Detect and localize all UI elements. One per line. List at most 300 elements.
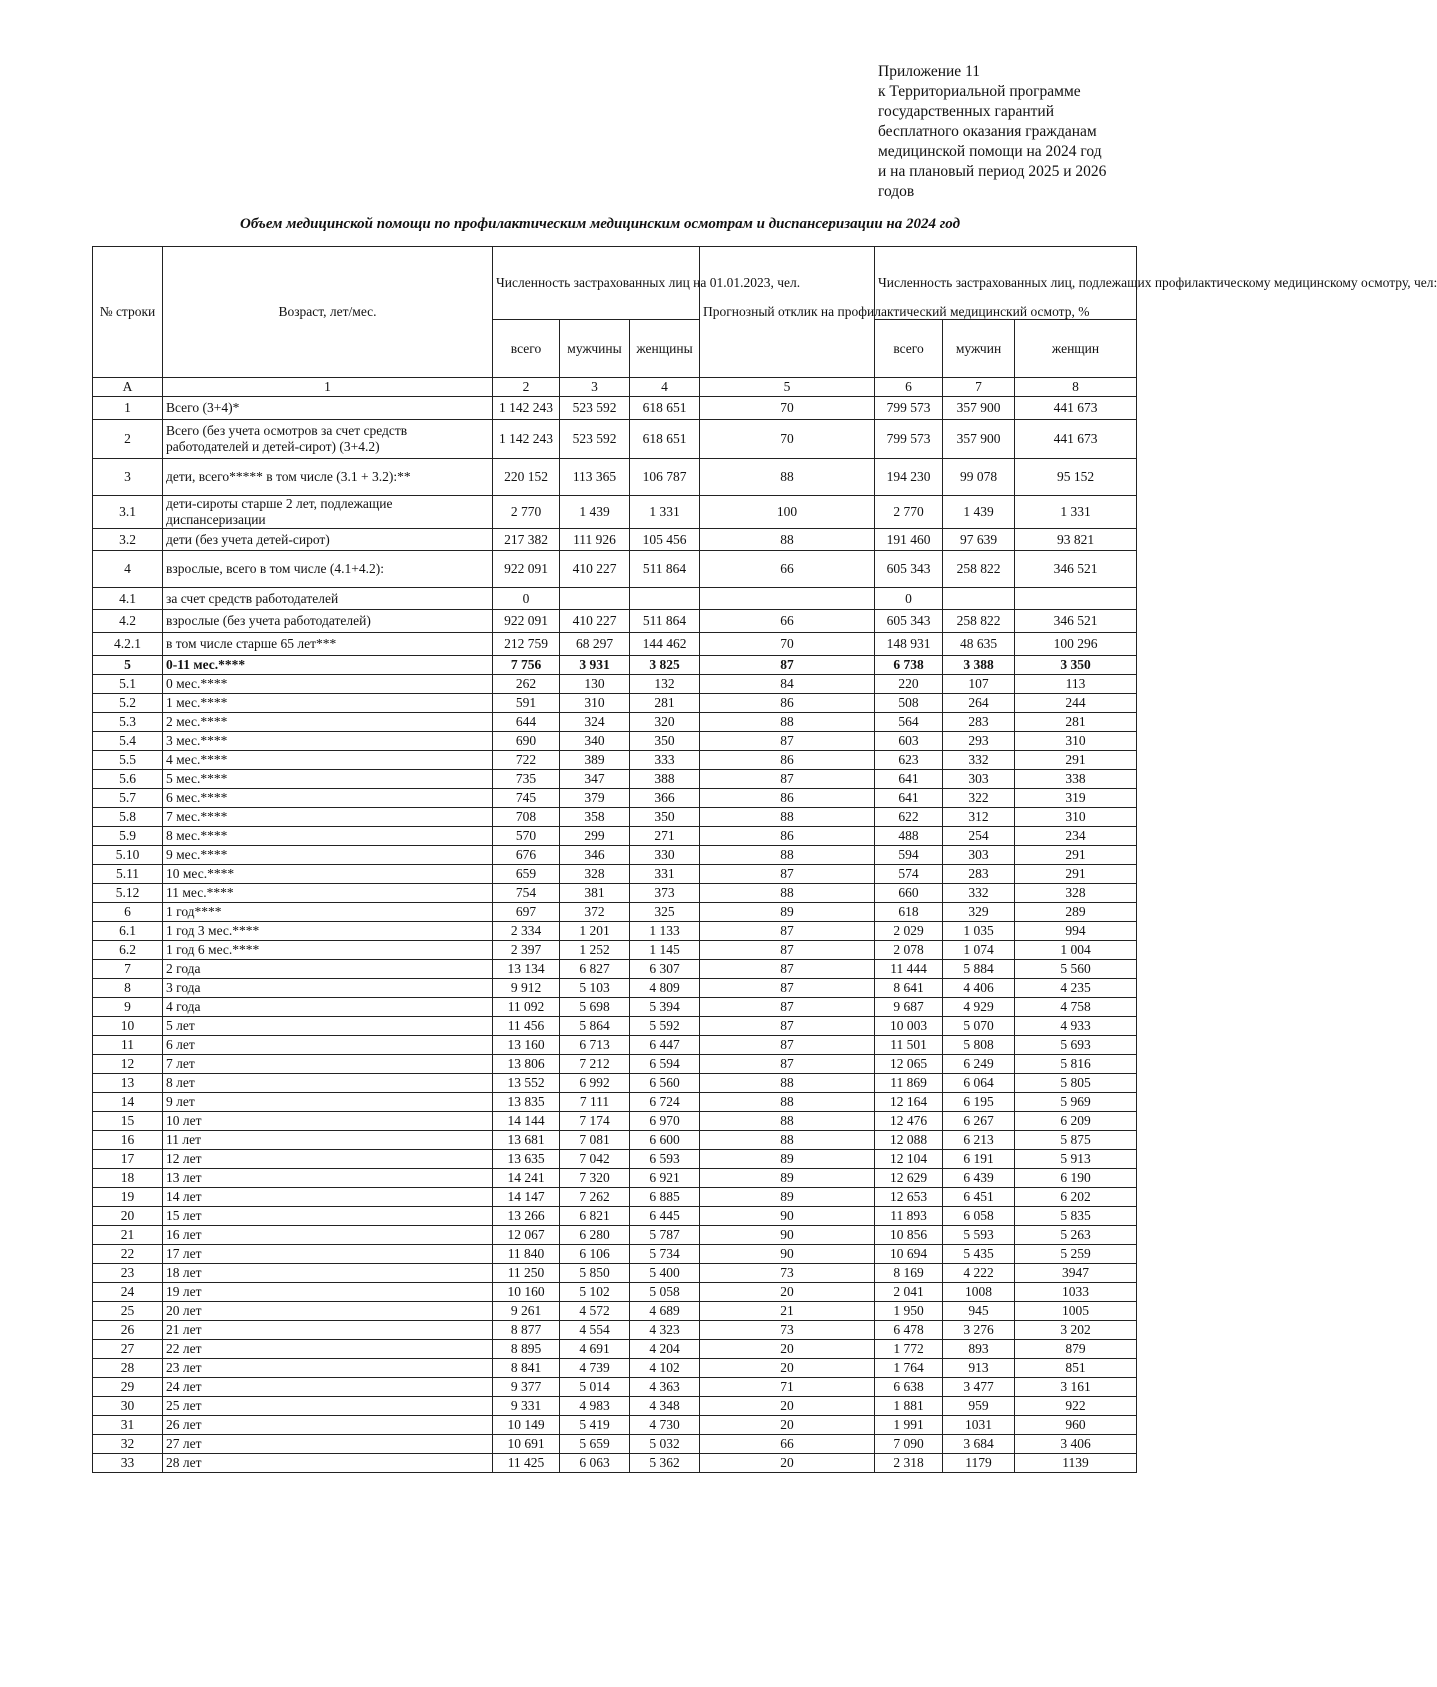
insured-women: 6 970 <box>630 1112 700 1131</box>
exam-total: 8 641 <box>875 979 943 998</box>
insured-women: 6 594 <box>630 1055 700 1074</box>
exam-men: 6 195 <box>943 1093 1015 1112</box>
row-label: 4 года <box>163 998 493 1017</box>
exam-men: 97 639 <box>943 529 1015 551</box>
exam-women: 6 202 <box>1015 1188 1137 1207</box>
header-insured-group: Численность застрахованных лиц на 01.01.2023, чел. <box>493 247 700 320</box>
insured-women: 5 058 <box>630 1283 700 1302</box>
insured-women: 366 <box>630 789 700 808</box>
table-row <box>93 1321 1137 1340</box>
response-percent: 86 <box>700 694 875 713</box>
exam-men: 1179 <box>943 1454 1015 1473</box>
insured-men: 6 713 <box>560 1036 630 1055</box>
row-number: 4.1 <box>93 588 163 610</box>
row-number: 3.2 <box>93 529 163 551</box>
insured-total: 13 266 <box>493 1207 560 1226</box>
row-number: 33 <box>93 1454 163 1473</box>
row-label: 11 мес.**** <box>163 884 493 903</box>
table-row <box>93 675 1137 694</box>
table-row <box>93 1454 1137 1473</box>
insured-total: 220 152 <box>493 459 560 496</box>
exam-total: 603 <box>875 732 943 751</box>
exam-men: 6 058 <box>943 1207 1015 1226</box>
insured-total: 11 456 <box>493 1017 560 1036</box>
row-label: 3 мес.**** <box>163 732 493 751</box>
insured-women: 511 864 <box>630 551 700 588</box>
row-number: 6.1 <box>93 922 163 941</box>
column-number: 6 <box>875 378 943 397</box>
response-percent: 89 <box>700 1188 875 1207</box>
row-label: дети, всего***** в том числе (3.1 + 3.2):** <box>163 459 493 496</box>
row-number: 4.2.1 <box>93 633 163 656</box>
exam-men: 283 <box>943 713 1015 732</box>
exam-women: 441 673 <box>1015 420 1137 459</box>
row-label: 7 лет <box>163 1055 493 1074</box>
insured-men: 328 <box>560 865 630 884</box>
exam-total: 10 694 <box>875 1245 943 1264</box>
exam-men: 3 276 <box>943 1321 1015 1340</box>
row-number: 15 <box>93 1112 163 1131</box>
insured-women: 350 <box>630 732 700 751</box>
response-percent: 87 <box>700 941 875 960</box>
response-percent: 71 <box>700 1378 875 1397</box>
insured-total: 2 334 <box>493 922 560 941</box>
exam-total: 12 653 <box>875 1188 943 1207</box>
response-percent: 88 <box>700 884 875 903</box>
exam-men: 322 <box>943 789 1015 808</box>
table-row <box>93 694 1137 713</box>
insured-men: 4 554 <box>560 1321 630 1340</box>
insured-total: 14 147 <box>493 1188 560 1207</box>
row-number: 1 <box>93 397 163 420</box>
exam-total: 6 738 <box>875 656 943 675</box>
row-label: 2 года <box>163 960 493 979</box>
insured-total: 8 841 <box>493 1359 560 1378</box>
exam-women: 100 296 <box>1015 633 1137 656</box>
table-row <box>93 713 1137 732</box>
response-percent: 20 <box>700 1416 875 1435</box>
exam-men: 6 191 <box>943 1150 1015 1169</box>
response-percent: 100 <box>700 496 875 529</box>
exam-total: 564 <box>875 713 943 732</box>
table-row <box>93 732 1137 751</box>
row-label: 21 лет <box>163 1321 493 1340</box>
exam-total: 11 893 <box>875 1207 943 1226</box>
row-number: 8 <box>93 979 163 998</box>
insured-women: 350 <box>630 808 700 827</box>
insured-total: 9 261 <box>493 1302 560 1321</box>
table-row <box>93 1074 1137 1093</box>
table-row <box>93 865 1137 884</box>
insured-women: 6 921 <box>630 1169 700 1188</box>
row-number: 32 <box>93 1435 163 1454</box>
insured-total: 591 <box>493 694 560 713</box>
response-percent: 66 <box>700 1435 875 1454</box>
response-percent: 70 <box>700 633 875 656</box>
exam-women: 5 693 <box>1015 1036 1137 1055</box>
exam-men: 3 477 <box>943 1378 1015 1397</box>
response-percent: 89 <box>700 1150 875 1169</box>
row-number: 12 <box>93 1055 163 1074</box>
row-number: 17 <box>93 1150 163 1169</box>
column-number: 7 <box>943 378 1015 397</box>
insured-men: 7 320 <box>560 1169 630 1188</box>
insured-women: 4 363 <box>630 1378 700 1397</box>
column-number: 3 <box>560 378 630 397</box>
exam-women: 1033 <box>1015 1283 1137 1302</box>
row-number: 5.2 <box>93 694 163 713</box>
insured-men: 379 <box>560 789 630 808</box>
insured-men: 3 931 <box>560 656 630 675</box>
row-number: 6 <box>93 903 163 922</box>
exam-total: 12 164 <box>875 1093 943 1112</box>
response-percent: 89 <box>700 1169 875 1188</box>
insured-women: 320 <box>630 713 700 732</box>
row-number: 5.4 <box>93 732 163 751</box>
row-number: 25 <box>93 1302 163 1321</box>
row-number: 5.10 <box>93 846 163 865</box>
insured-women: 132 <box>630 675 700 694</box>
insured-total: 13 835 <box>493 1093 560 1112</box>
exam-total: 12 476 <box>875 1112 943 1131</box>
table-row <box>93 1245 1137 1264</box>
exam-men: 6 267 <box>943 1112 1015 1131</box>
insured-total: 11 092 <box>493 998 560 1017</box>
exam-men: 6 451 <box>943 1188 1015 1207</box>
exam-men: 1 439 <box>943 496 1015 529</box>
insured-women: 6 307 <box>630 960 700 979</box>
insured-total: 8 877 <box>493 1321 560 1340</box>
row-label: 1 год 6 мес.**** <box>163 941 493 960</box>
insured-total: 14 241 <box>493 1169 560 1188</box>
exam-total: 641 <box>875 770 943 789</box>
insured-total: 10 160 <box>493 1283 560 1302</box>
table-row <box>93 960 1137 979</box>
insured-total: 1 142 243 <box>493 397 560 420</box>
response-percent: 88 <box>700 713 875 732</box>
row-number: 27 <box>93 1340 163 1359</box>
table-row <box>93 1435 1137 1454</box>
row-label: 25 лет <box>163 1397 493 1416</box>
insured-total: 7 756 <box>493 656 560 675</box>
exam-men: 913 <box>943 1359 1015 1378</box>
insured-men: 7 262 <box>560 1188 630 1207</box>
table-row <box>93 459 1137 496</box>
exam-women: 922 <box>1015 1397 1137 1416</box>
insured-women: 6 447 <box>630 1036 700 1055</box>
exam-men: 329 <box>943 903 1015 922</box>
insured-total: 13 681 <box>493 1131 560 1150</box>
insured-women: 4 809 <box>630 979 700 998</box>
annex-line: Приложение 11 <box>878 63 980 80</box>
insured-women: 4 689 <box>630 1302 700 1321</box>
exam-women: 3947 <box>1015 1264 1137 1283</box>
response-percent: 86 <box>700 789 875 808</box>
insured-women: 6 445 <box>630 1207 700 1226</box>
row-number: 19 <box>93 1188 163 1207</box>
exam-men: 332 <box>943 884 1015 903</box>
insured-total: 676 <box>493 846 560 865</box>
exam-women: 5 969 <box>1015 1093 1137 1112</box>
row-label: 6 мес.**** <box>163 789 493 808</box>
header-row-no: № строки <box>93 247 163 378</box>
table-row <box>93 827 1137 846</box>
exam-total: 12 065 <box>875 1055 943 1074</box>
row-label: за счет средств работодателей <box>163 588 493 610</box>
insured-women: 511 864 <box>630 610 700 633</box>
row-label: 28 лет <box>163 1454 493 1473</box>
insured-women: 388 <box>630 770 700 789</box>
response-percent: 88 <box>700 1074 875 1093</box>
exam-total: 1 881 <box>875 1397 943 1416</box>
header-women-exam: женщин <box>1015 320 1137 378</box>
exam-total: 605 343 <box>875 551 943 588</box>
row-number: 5.1 <box>93 675 163 694</box>
insured-men: 6 821 <box>560 1207 630 1226</box>
exam-women: 1 004 <box>1015 941 1137 960</box>
annex-line: годов <box>878 183 915 200</box>
exam-women: 5 875 <box>1015 1131 1137 1150</box>
row-label: 23 лет <box>163 1359 493 1378</box>
exam-men: 5 884 <box>943 960 1015 979</box>
response-percent: 20 <box>700 1340 875 1359</box>
insured-total: 745 <box>493 789 560 808</box>
exam-total: 191 460 <box>875 529 943 551</box>
exam-total: 574 <box>875 865 943 884</box>
exam-women: 310 <box>1015 808 1137 827</box>
table-row <box>93 656 1137 675</box>
exam-total: 799 573 <box>875 420 943 459</box>
exam-women: 328 <box>1015 884 1137 903</box>
exam-women: 5 560 <box>1015 960 1137 979</box>
exam-women: 291 <box>1015 846 1137 865</box>
response-percent: 87 <box>700 656 875 675</box>
exam-women: 5 913 <box>1015 1150 1137 1169</box>
exam-women: 310 <box>1015 732 1137 751</box>
exam-women: 234 <box>1015 827 1137 846</box>
exam-total: 7 090 <box>875 1435 943 1454</box>
exam-total: 623 <box>875 751 943 770</box>
exam-men: 48 635 <box>943 633 1015 656</box>
row-number: 5.12 <box>93 884 163 903</box>
table-row <box>93 922 1137 941</box>
insured-men: 324 <box>560 713 630 732</box>
row-label: 2 мес.**** <box>163 713 493 732</box>
response-percent: 86 <box>700 827 875 846</box>
exam-women: 6 209 <box>1015 1112 1137 1131</box>
table-row <box>93 1036 1137 1055</box>
exam-women <box>1015 588 1137 610</box>
annex-line: бесплатного оказания гражданам <box>878 123 1097 140</box>
exam-women: 5 805 <box>1015 1074 1137 1093</box>
exam-women: 289 <box>1015 903 1137 922</box>
row-number: 5.11 <box>93 865 163 884</box>
response-percent: 90 <box>700 1207 875 1226</box>
header-response: Прогнозный отклик на профилактический медицинский осмотр, % <box>700 247 875 378</box>
exam-total: 2 318 <box>875 1454 943 1473</box>
table-row <box>93 1340 1137 1359</box>
column-number: 1 <box>163 378 493 397</box>
response-percent: 87 <box>700 732 875 751</box>
exam-women: 338 <box>1015 770 1137 789</box>
insured-women: 618 651 <box>630 420 700 459</box>
table-row <box>93 1359 1137 1378</box>
insured-women: 5 734 <box>630 1245 700 1264</box>
exam-total: 11 444 <box>875 960 943 979</box>
response-percent: 88 <box>700 1093 875 1112</box>
row-label: 27 лет <box>163 1435 493 1454</box>
exam-total: 2 029 <box>875 922 943 941</box>
exam-women: 1139 <box>1015 1454 1137 1473</box>
insured-men: 372 <box>560 903 630 922</box>
response-percent: 20 <box>700 1359 875 1378</box>
exam-women: 6 190 <box>1015 1169 1137 1188</box>
exam-women: 4 235 <box>1015 979 1137 998</box>
table-row <box>93 397 1137 420</box>
row-label: взрослые, всего в том числе (4.1+4.2): <box>163 551 493 588</box>
insured-women: 5 787 <box>630 1226 700 1245</box>
insured-total: 2 770 <box>493 496 560 529</box>
exam-women: 3 202 <box>1015 1321 1137 1340</box>
row-label: 16 лет <box>163 1226 493 1245</box>
column-number: А <box>93 378 163 397</box>
exam-total: 1 772 <box>875 1340 943 1359</box>
row-number: 18 <box>93 1169 163 1188</box>
exam-total: 194 230 <box>875 459 943 496</box>
response-percent: 87 <box>700 865 875 884</box>
insured-men: 6 827 <box>560 960 630 979</box>
exam-total: 220 <box>875 675 943 694</box>
row-label: 17 лет <box>163 1245 493 1264</box>
row-label: 15 лет <box>163 1207 493 1226</box>
insured-total: 262 <box>493 675 560 694</box>
insured-total: 11 425 <box>493 1454 560 1473</box>
insured-men: 6 280 <box>560 1226 630 1245</box>
insured-total: 13 806 <box>493 1055 560 1074</box>
row-label: 8 лет <box>163 1074 493 1093</box>
exam-women: 346 521 <box>1015 551 1137 588</box>
exam-total: 12 088 <box>875 1131 943 1150</box>
insured-men: 346 <box>560 846 630 865</box>
table-row <box>93 420 1137 459</box>
exam-women: 3 350 <box>1015 656 1137 675</box>
table-row <box>93 551 1137 588</box>
insured-total: 13 552 <box>493 1074 560 1093</box>
exam-men: 1 074 <box>943 941 1015 960</box>
table-row <box>93 979 1137 998</box>
annex-caption <box>878 62 1178 202</box>
exam-total: 799 573 <box>875 397 943 420</box>
exam-total: 11 869 <box>875 1074 943 1093</box>
response-percent <box>700 588 875 610</box>
exam-total: 1 950 <box>875 1302 943 1321</box>
response-percent: 84 <box>700 675 875 694</box>
insured-total: 0 <box>493 588 560 610</box>
exam-men: 945 <box>943 1302 1015 1321</box>
exam-total: 0 <box>875 588 943 610</box>
exam-total: 10 856 <box>875 1226 943 1245</box>
exam-men: 283 <box>943 865 1015 884</box>
row-number: 4 <box>93 551 163 588</box>
exam-men: 4 406 <box>943 979 1015 998</box>
table-row <box>93 846 1137 865</box>
insured-total: 708 <box>493 808 560 827</box>
exam-men: 6 249 <box>943 1055 1015 1074</box>
row-label: 13 лет <box>163 1169 493 1188</box>
row-number: 21 <box>93 1226 163 1245</box>
row-number: 9 <box>93 998 163 1017</box>
response-percent: 88 <box>700 808 875 827</box>
exam-women: 851 <box>1015 1359 1137 1378</box>
exam-total: 12 629 <box>875 1169 943 1188</box>
response-percent: 70 <box>700 397 875 420</box>
exam-women: 244 <box>1015 694 1137 713</box>
exam-total: 641 <box>875 789 943 808</box>
exam-women: 93 821 <box>1015 529 1137 551</box>
exam-men: 293 <box>943 732 1015 751</box>
exam-men: 6 064 <box>943 1074 1015 1093</box>
exam-men: 1008 <box>943 1283 1015 1302</box>
row-number: 7 <box>93 960 163 979</box>
exam-total: 1 991 <box>875 1416 943 1435</box>
table-row <box>93 884 1137 903</box>
exam-total: 1 764 <box>875 1359 943 1378</box>
exam-women: 1 331 <box>1015 496 1137 529</box>
insured-total: 12 067 <box>493 1226 560 1245</box>
table-row <box>93 1283 1137 1302</box>
exam-women: 5 259 <box>1015 1245 1137 1264</box>
insured-women: 5 362 <box>630 1454 700 1473</box>
exam-total: 618 <box>875 903 943 922</box>
insured-total: 2 397 <box>493 941 560 960</box>
row-number: 24 <box>93 1283 163 1302</box>
insured-total: 754 <box>493 884 560 903</box>
annex-line: и на плановый период 2025 и 2026 <box>878 163 1107 180</box>
table-row <box>93 1150 1137 1169</box>
row-number: 13 <box>93 1074 163 1093</box>
insured-women: 5 400 <box>630 1264 700 1283</box>
exam-men: 959 <box>943 1397 1015 1416</box>
exam-men: 332 <box>943 751 1015 770</box>
annex-line: медицинской помощи на 2024 год <box>878 143 1102 160</box>
column-number: 2 <box>493 378 560 397</box>
response-percent: 20 <box>700 1397 875 1416</box>
exam-total: 9 687 <box>875 998 943 1017</box>
insured-women: 4 730 <box>630 1416 700 1435</box>
insured-total: 697 <box>493 903 560 922</box>
response-percent: 87 <box>700 960 875 979</box>
row-number: 2 <box>93 420 163 459</box>
insured-total: 659 <box>493 865 560 884</box>
response-percent: 88 <box>700 529 875 551</box>
exam-total: 594 <box>875 846 943 865</box>
table-row <box>93 1416 1137 1435</box>
insured-total: 13 635 <box>493 1150 560 1169</box>
annex-line: государственных гарантий <box>878 103 1054 120</box>
exam-men: 5 435 <box>943 1245 1015 1264</box>
insured-women: 1 331 <box>630 496 700 529</box>
row-label: Всего (3+4)* <box>163 397 493 420</box>
exam-women: 5 263 <box>1015 1226 1137 1245</box>
insured-men: 6 063 <box>560 1454 630 1473</box>
insured-men: 1 439 <box>560 496 630 529</box>
insured-men: 4 572 <box>560 1302 630 1321</box>
insured-men: 7 081 <box>560 1131 630 1150</box>
row-label: 5 лет <box>163 1017 493 1036</box>
response-percent: 88 <box>700 846 875 865</box>
exam-women: 319 <box>1015 789 1137 808</box>
exam-total: 148 931 <box>875 633 943 656</box>
